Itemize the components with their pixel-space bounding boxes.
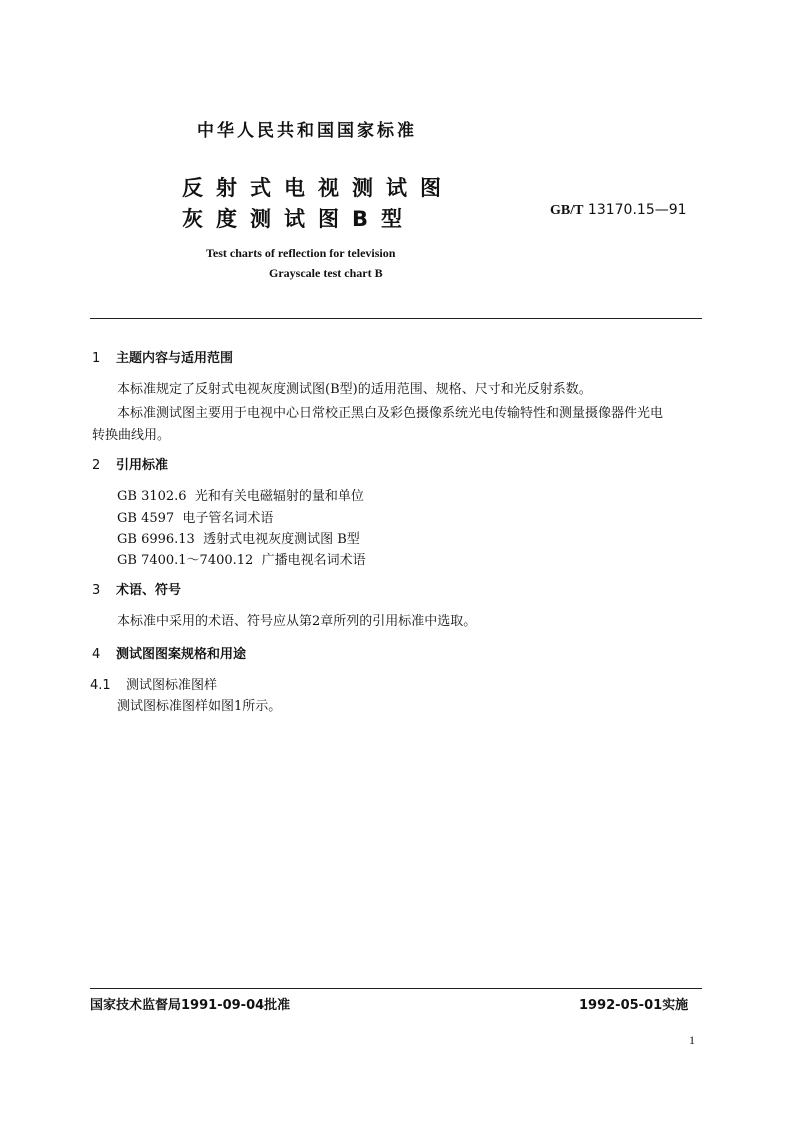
reference-item xyxy=(117,507,273,526)
reference-item xyxy=(117,485,364,504)
reference-name: 透射式电视灰度测试图 B型 xyxy=(203,532,360,547)
section-3-paragraph: 本标准中采用的术语、符号应从第2章所列的引用标准中选取。 xyxy=(117,614,477,629)
section-3-heading xyxy=(92,579,181,598)
section-number: 2 xyxy=(92,458,101,473)
title-english-line1: Test charts of reflection for television xyxy=(206,246,396,260)
footer-divider xyxy=(90,988,702,989)
subsection-number: 4.1 xyxy=(90,678,111,693)
section-number: 4 xyxy=(92,647,101,662)
section-4-heading xyxy=(92,643,246,662)
section-number: 3 xyxy=(92,583,101,598)
section-1-paragraph-2-line-1: 本标准测试图主要用于电视中心日常校正黑白及彩色摄像系统光电传输特性和测量摄像器件光电 xyxy=(117,406,664,421)
title-chinese-line2: 灰度测试图B型 xyxy=(182,207,416,231)
reference-item xyxy=(117,528,360,547)
subsection-4-1-paragraph: 测试图标准图样如图1所示。 xyxy=(117,699,282,714)
national-standard-header: 中华人民共和国国家标准 xyxy=(197,121,417,141)
section-title: 主题内容与适用范围 xyxy=(116,351,234,366)
page-number: 1 xyxy=(689,1033,695,1047)
title-english-line2: Grayscale test chart B xyxy=(269,266,383,280)
reference-name: 电子管名词术语 xyxy=(182,511,274,526)
standard-code: GB/T xyxy=(550,203,584,218)
reference-code: GB 3102.6 xyxy=(117,489,187,504)
standard-number xyxy=(550,202,687,219)
section-title: 测试图图案规格和用途 xyxy=(116,647,247,662)
approval-date: 国家技术监督局1991-09-04批准 xyxy=(90,998,291,1013)
subsection-4-1-heading xyxy=(90,674,217,693)
reference-name: 广播电视名词术语 xyxy=(261,553,366,568)
section-1-paragraph-1: 本标准规定了反射式电视灰度测试图(B型)的适用范围、规格、尺寸和光反射系数。 xyxy=(117,382,592,397)
section-1-heading xyxy=(92,347,233,366)
section-2-heading xyxy=(92,454,168,473)
reference-code: GB 6996.13 xyxy=(117,532,195,547)
standard-number-value: 13170.15—91 xyxy=(587,202,687,218)
reference-code: GB 4597 xyxy=(117,511,175,526)
reference-code: GB 7400.1～7400.12 xyxy=(117,553,254,568)
section-1-paragraph-2-line-2: 转换曲线用。 xyxy=(92,428,171,443)
section-title: 引用标准 xyxy=(116,458,169,473)
subsection-title: 测试图标准图样 xyxy=(126,678,218,693)
effective-date: 1992-05-01实施 xyxy=(579,998,689,1013)
header-divider xyxy=(90,318,702,319)
title-chinese-line1: 反射式电视测试图 xyxy=(182,176,454,200)
section-number: 1 xyxy=(92,351,101,366)
reference-name: 光和有关电磁辐射的量和单位 xyxy=(194,489,364,504)
section-title: 术语、符号 xyxy=(116,583,182,598)
reference-item xyxy=(117,549,366,568)
